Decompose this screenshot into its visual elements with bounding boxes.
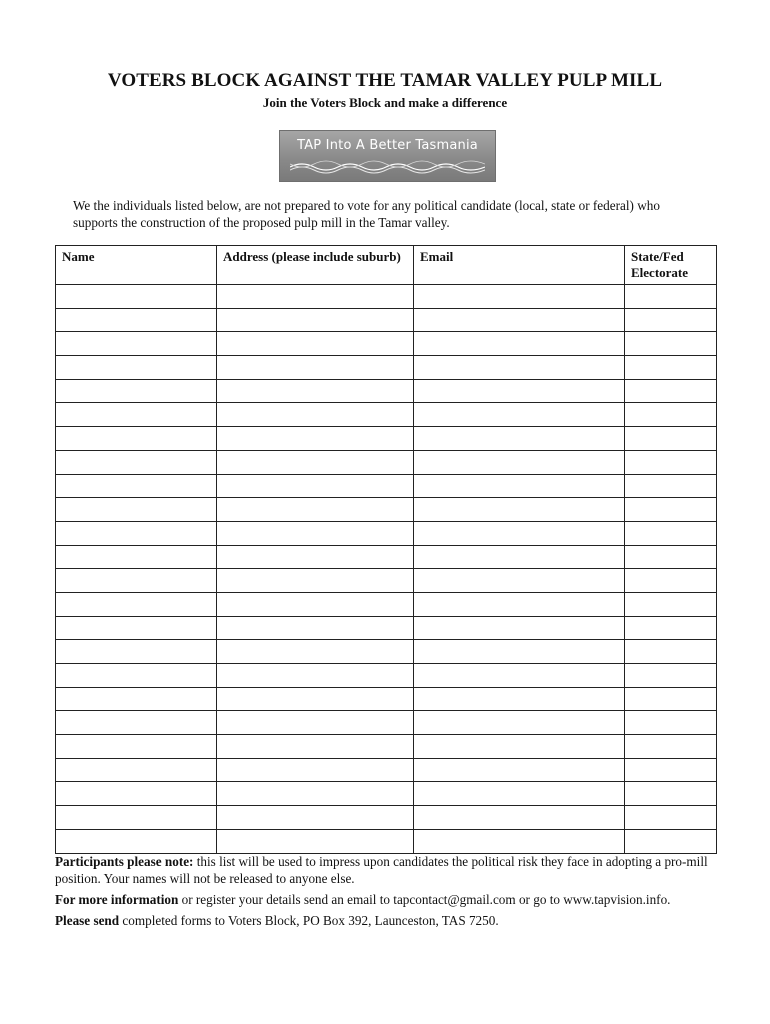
cell-email[interactable] [414, 592, 625, 616]
cell-email[interactable] [414, 782, 625, 806]
tap-logo [279, 130, 496, 182]
cell-electorate[interactable] [625, 782, 717, 806]
cell-address[interactable] [217, 758, 414, 782]
cell-email[interactable] [414, 474, 625, 498]
cell-electorate[interactable] [625, 545, 717, 569]
cell-email[interactable] [414, 616, 625, 640]
cell-address[interactable] [217, 521, 414, 545]
cell-name[interactable] [56, 569, 217, 593]
cell-electorate[interactable] [625, 379, 717, 403]
table-row [56, 285, 717, 309]
cell-name[interactable] [56, 829, 217, 853]
cell-name[interactable] [56, 379, 217, 403]
cell-electorate[interactable] [625, 285, 717, 309]
column-header-name: Name [56, 246, 217, 285]
cell-electorate[interactable] [625, 735, 717, 759]
cell-electorate[interactable] [625, 403, 717, 427]
logo-text: TAP Into A Better Tasmania [297, 138, 478, 153]
cell-address[interactable] [217, 403, 414, 427]
cell-name[interactable] [56, 356, 217, 380]
table-row [56, 332, 717, 356]
cell-email[interactable] [414, 450, 625, 474]
table-row [56, 498, 717, 522]
cell-electorate[interactable] [625, 687, 717, 711]
cell-email[interactable] [414, 545, 625, 569]
cell-address[interactable] [217, 687, 414, 711]
cell-address[interactable] [217, 427, 414, 451]
cell-email[interactable] [414, 640, 625, 664]
cell-electorate[interactable] [625, 711, 717, 735]
table-row [56, 687, 717, 711]
cell-email[interactable] [414, 498, 625, 522]
send-label: Please send [55, 913, 120, 928]
cell-name[interactable] [56, 758, 217, 782]
participants-note-text: this list will be used to impress upon candidates the political risk they face in adopting a pro-mill position. Your names will not be released to anyone else. [55, 854, 708, 886]
table-row [56, 782, 717, 806]
column-header-address: Address (please include suburb) [217, 246, 414, 285]
table-row [56, 403, 717, 427]
cell-address[interactable] [217, 285, 414, 309]
signature-rows [56, 285, 717, 854]
notes-section [55, 853, 715, 933]
cell-email[interactable] [414, 379, 625, 403]
cell-name[interactable] [56, 521, 217, 545]
more-info-note [55, 891, 715, 908]
cell-name[interactable] [56, 616, 217, 640]
intro-statement: We the individuals listed below, are not prepared to vote for any political candidate (local, state or federal) who supports the construction of the proposed pulp mill in the Tamar valley. [73, 198, 660, 230]
wave-icon [290, 159, 485, 175]
table-row [56, 450, 717, 474]
cell-name[interactable] [56, 308, 217, 332]
table-row [56, 592, 717, 616]
cell-electorate[interactable] [625, 664, 717, 688]
cell-address[interactable] [217, 498, 414, 522]
column-header-electorate: State/Fed Electorate [625, 246, 717, 285]
table-row [56, 379, 717, 403]
table-header-row [56, 246, 717, 285]
table-row [56, 545, 717, 569]
cell-address[interactable] [217, 829, 414, 853]
cell-email[interactable] [414, 356, 625, 380]
cell-name[interactable] [56, 806, 217, 830]
more-info-label: For more information [55, 892, 179, 907]
cell-email[interactable] [414, 711, 625, 735]
cell-electorate[interactable] [625, 640, 717, 664]
cell-address[interactable] [217, 332, 414, 356]
cell-email[interactable] [414, 308, 625, 332]
participants-note-label: Participants please note: [55, 854, 194, 869]
table-row [56, 664, 717, 688]
cell-address[interactable] [217, 640, 414, 664]
cell-address[interactable] [217, 782, 414, 806]
cell-electorate[interactable] [625, 498, 717, 522]
table-row [56, 640, 717, 664]
cell-address[interactable] [217, 569, 414, 593]
cell-name[interactable] [56, 640, 217, 664]
cell-electorate[interactable] [625, 332, 717, 356]
cell-name[interactable] [56, 545, 217, 569]
cell-email[interactable] [414, 427, 625, 451]
table-row [56, 427, 717, 451]
cell-email[interactable] [414, 403, 625, 427]
cell-electorate[interactable] [625, 308, 717, 332]
cell-electorate[interactable] [625, 829, 717, 853]
cell-address[interactable] [217, 616, 414, 640]
more-info-text: or register your details send an email to tapcontact@gmail.com or go to www.tapvision.info. [178, 892, 671, 907]
cell-name[interactable] [56, 687, 217, 711]
cell-electorate[interactable] [625, 521, 717, 545]
cell-electorate[interactable] [625, 474, 717, 498]
participants-note [55, 853, 715, 887]
cell-address[interactable] [217, 545, 414, 569]
cell-name[interactable] [56, 427, 217, 451]
send-text: completed forms to Voters Block, PO Box 392, Launceston, TAS 7250. [119, 913, 499, 928]
cell-electorate[interactable] [625, 569, 717, 593]
table-row [56, 711, 717, 735]
cell-electorate[interactable] [625, 758, 717, 782]
table-row [56, 806, 717, 830]
table-row [56, 758, 717, 782]
cell-email[interactable] [414, 569, 625, 593]
cell-email[interactable] [414, 687, 625, 711]
cell-name[interactable] [56, 711, 217, 735]
cell-electorate[interactable] [625, 427, 717, 451]
cell-address[interactable] [217, 592, 414, 616]
cell-email[interactable] [414, 735, 625, 759]
table-row [56, 616, 717, 640]
cell-electorate[interactable] [625, 592, 717, 616]
column-header-email: Email [414, 246, 625, 285]
cell-electorate[interactable] [625, 356, 717, 380]
table-row [56, 521, 717, 545]
cell-address[interactable] [217, 664, 414, 688]
cell-address[interactable] [217, 474, 414, 498]
signature-table [55, 245, 717, 854]
table-row [56, 308, 717, 332]
table-row [56, 356, 717, 380]
table-row [56, 735, 717, 759]
cell-email[interactable] [414, 829, 625, 853]
cell-address[interactable] [217, 450, 414, 474]
cell-email[interactable] [414, 285, 625, 309]
cell-electorate[interactable] [625, 616, 717, 640]
cell-address[interactable] [217, 711, 414, 735]
cell-name[interactable] [56, 498, 217, 522]
cell-address[interactable] [217, 356, 414, 380]
send-note [55, 912, 715, 929]
cell-email[interactable] [414, 521, 625, 545]
cell-address[interactable] [217, 735, 414, 759]
cell-name[interactable] [56, 474, 217, 498]
cell-name[interactable] [56, 592, 217, 616]
cell-name[interactable] [56, 285, 217, 309]
page-title: VOTERS BLOCK AGAINST THE TAMAR VALLEY PULP MILL [107, 70, 663, 91]
cell-address[interactable] [217, 308, 414, 332]
cell-address[interactable] [217, 806, 414, 830]
cell-electorate[interactable] [625, 806, 717, 830]
cell-email[interactable] [414, 332, 625, 356]
table-row [56, 829, 717, 853]
cell-email[interactable] [414, 806, 625, 830]
cell-address[interactable] [217, 379, 414, 403]
cell-name[interactable] [56, 403, 217, 427]
cell-name[interactable] [56, 782, 217, 806]
table-row [56, 474, 717, 498]
page-subtitle: Join the Voters Block and make a difference [262, 95, 508, 110]
cell-email[interactable] [414, 758, 625, 782]
cell-name[interactable] [56, 664, 217, 688]
cell-name[interactable] [56, 332, 217, 356]
cell-electorate[interactable] [625, 450, 717, 474]
table-row [56, 569, 717, 593]
cell-name[interactable] [56, 450, 217, 474]
cell-email[interactable] [414, 664, 625, 688]
cell-name[interactable] [56, 735, 217, 759]
